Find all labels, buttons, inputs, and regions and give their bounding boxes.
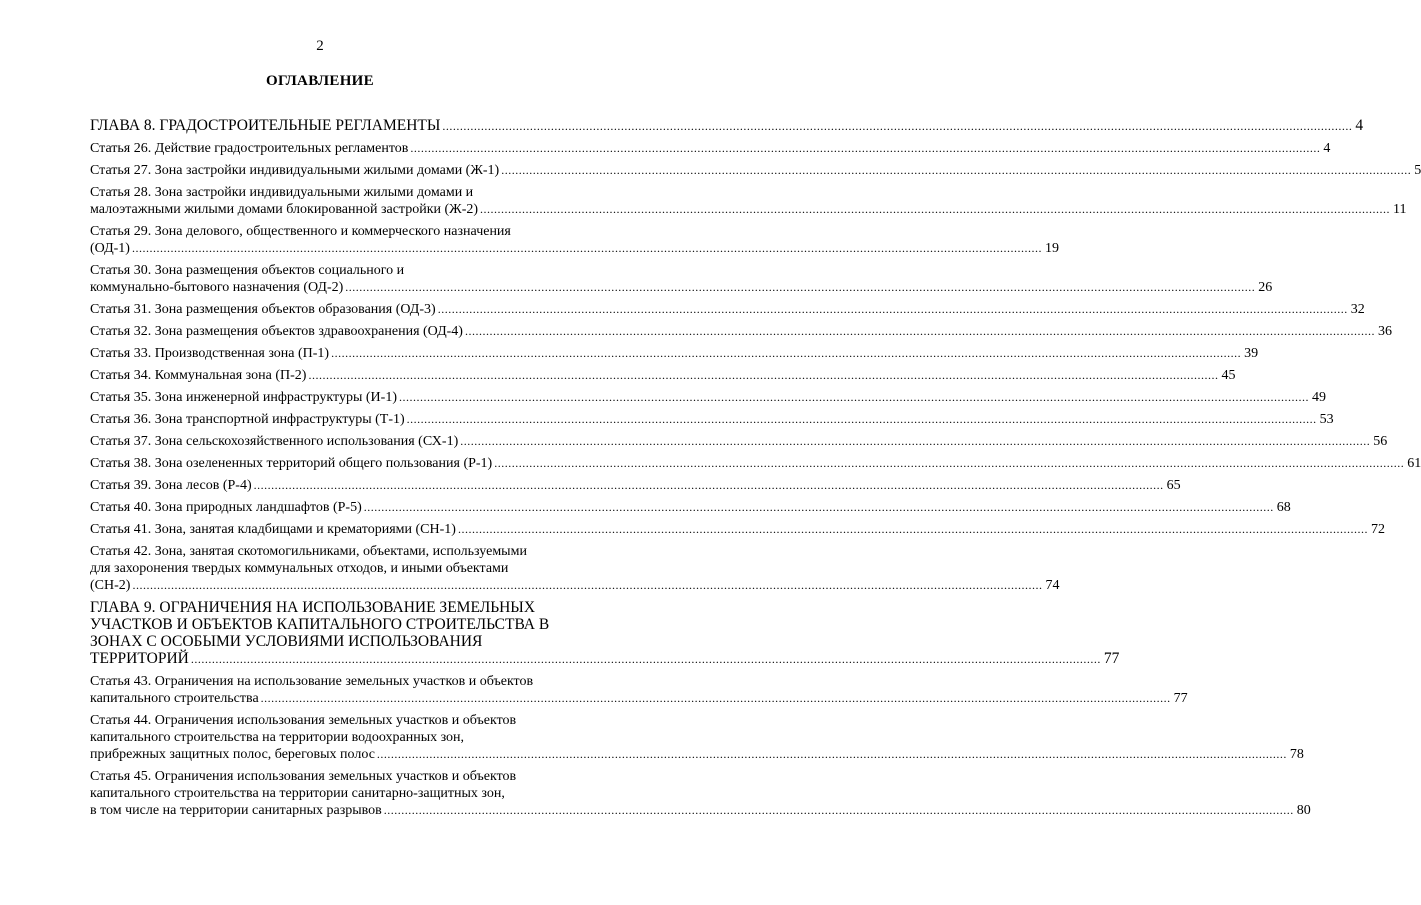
dot-leader: ....................................................................................................................................................................................................................................................................: [480, 202, 1391, 216]
toc-entry-text: Статья 40. Зона природных ландшафтов (Р-5): [90, 500, 362, 515]
dot-leader: ....................................................................................................................................................................................................................................................................: [376, 747, 1287, 761]
toc-entry-last-line: [90, 477, 1181, 494]
dot-leader: ....................................................................................................................................................................................................................................................................: [460, 434, 1371, 448]
toc-entry-last-line: [90, 690, 1188, 707]
toc-entry-line: Статья 42. Зона, занятая скотомогильниками, объектами, используемыми: [90, 544, 527, 559]
dot-leader: ....................................................................................................................................................................................................................................................................: [131, 241, 1042, 255]
toc-entry-line: Статья 45. Ограничения использования земельных участков и объектов: [90, 769, 517, 784]
dot-leader: ....................................................................................................................................................................................................................................................................: [464, 324, 1375, 338]
dot-leader: ....................................................................................................................................................................................................................................................................: [457, 522, 1368, 536]
toc-entry-line: ЗОНАХ С ОСОБЫМИ УСЛОВИЯМИ ИСПОЛЬЗОВАНИЯ: [90, 633, 483, 650]
toc-chapter-entry[interactable]: [90, 599, 1120, 668]
toc-entry-text: Статья 37. Зона сельскохозяйственного использования (СХ-1): [90, 434, 459, 449]
toc-entry-last-line: [90, 455, 1421, 472]
dot-leader: ....................................................................................................................................................................................................................................................................: [253, 478, 1164, 492]
toc-entry-text: Статья 26. Действие градостроительных регламентов: [90, 141, 409, 156]
page-title: ОГЛАВЛЕНИЕ: [266, 73, 374, 89]
toc-entry-text: Статья 31. Зона размещения объектов образования (ОД-3): [90, 302, 436, 317]
toc-page-number: 4: [1323, 141, 1331, 156]
toc-entry-text: капитального строительства: [90, 691, 259, 706]
toc-entry-text: (СН-2): [90, 578, 131, 593]
toc-article-entry[interactable]: [90, 323, 1392, 340]
toc-page-number: 53: [1319, 412, 1334, 427]
toc-entry-text: коммунально-бытового назначения (ОД-2): [90, 280, 344, 295]
toc-page-number: 11: [1393, 202, 1407, 217]
toc-article-entry[interactable]: [90, 162, 1421, 179]
toc-article-entry[interactable]: [90, 433, 1388, 450]
toc-entry-line: Статья 29. Зона делового, общественного и коммерческого назначения: [90, 224, 511, 239]
toc-entry-last-line: [90, 162, 1421, 179]
toc-entry-last-line: [90, 240, 1059, 257]
toc-entry-text: Статья 36. Зона транспортной инфраструктуры (Т-1): [90, 412, 405, 427]
dot-leader: ....................................................................................................................................................................................................................................................................: [132, 578, 1043, 592]
toc-entry-line: ГЛАВА 9. ОГРАНИЧЕНИЯ НА ИСПОЛЬЗОВАНИЕ ЗЕМЕЛЬНЫХ: [90, 599, 536, 616]
toc-entry-line: капитального строительства на территории санитарно-защитных зон,: [90, 786, 505, 801]
toc-article-entry[interactable]: [90, 223, 1059, 257]
toc-page-number: 36: [1377, 324, 1392, 339]
toc-entry-last-line: [90, 279, 1273, 296]
toc-page-number: 32: [1350, 302, 1365, 317]
toc-entry-last-line: [90, 650, 1120, 668]
toc-page-number: 61: [1407, 456, 1421, 471]
toc-page-number: 65: [1166, 478, 1181, 493]
toc-article-entry[interactable]: [90, 345, 1259, 362]
toc-entry-last-line: [90, 345, 1259, 362]
toc-page-number: 77: [1103, 650, 1120, 667]
toc-entry-line: Статья 43. Ограничения на использование земельных участков и объектов: [90, 674, 534, 689]
dot-leader: ....................................................................................................................................................................................................................................................................: [410, 141, 1321, 155]
toc-entry-text: Статья 32. Зона размещения объектов здравоохранения (ОД-4): [90, 324, 463, 339]
toc-page-number: 45: [1221, 368, 1236, 383]
dot-leader: ....................................................................................................................................................................................................................................................................: [398, 390, 1309, 404]
dot-leader: ....................................................................................................................................................................................................................................................................: [406, 412, 1317, 426]
toc-entry-line: Статья 30. Зона размещения объектов социального и: [90, 263, 405, 278]
toc-page-number: 80: [1296, 803, 1311, 818]
toc-entry-last-line: [90, 367, 1236, 384]
toc-entry-text: Статья 38. Зона озелененных территорий общего пользования (Р-1): [90, 456, 493, 471]
dot-leader: ....................................................................................................................................................................................................................................................................: [260, 691, 1171, 705]
toc-entry-last-line: [90, 323, 1392, 340]
toc-article-entry[interactable]: [90, 367, 1236, 384]
toc-page-number: 77: [1173, 691, 1188, 706]
toc-page-number: 19: [1044, 241, 1059, 256]
toc-entry-last-line: [90, 499, 1291, 516]
toc-page-number: 39: [1244, 346, 1259, 361]
toc-entry-text: Статья 35. Зона инженерной инфраструктуры (И-1): [90, 390, 397, 405]
toc-entry-text: Статья 39. Зона лесов (Р-4): [90, 478, 252, 493]
toc-entry-line: Статья 44. Ограничения использования земельных участков и объектов: [90, 713, 517, 728]
dot-leader: ....................................................................................................................................................................................................................................................................: [190, 652, 1101, 666]
toc-entry-last-line: [90, 117, 1364, 135]
dot-leader: ....................................................................................................................................................................................................................................................................: [442, 119, 1353, 133]
toc-article-entry[interactable]: [90, 521, 1385, 538]
toc-chapter-entry[interactable]: [90, 117, 1364, 135]
dot-leader: ....................................................................................................................................................................................................................................................................: [363, 500, 1274, 514]
toc-entry-text: прибрежных защитных полос, береговых полос: [90, 747, 375, 762]
toc-page-number: 26: [1258, 280, 1273, 295]
toc-entry-line: Статья 28. Зона застройки индивидуальными жилыми домами и: [90, 185, 474, 200]
dot-leader: ....................................................................................................................................................................................................................................................................: [345, 280, 1256, 294]
toc-entry-text: ГЛАВА 8. ГРАДОСТРОИТЕЛЬНЫЕ РЕГЛАМЕНТЫ: [90, 117, 441, 134]
toc-entry-text: Статья 41. Зона, занятая кладбищами и крематориями (СН-1): [90, 522, 456, 537]
toc-entry-last-line: [90, 140, 1331, 157]
toc-entry-last-line: [90, 201, 1407, 218]
toc-entry-last-line: [90, 521, 1385, 538]
toc-entry-text: малоэтажными жилыми домами блокированной застройки (Ж-2): [90, 202, 479, 217]
toc-article-entry[interactable]: [90, 262, 1273, 296]
toc-article-entry[interactable]: [90, 477, 1181, 494]
page-number: 2: [316, 38, 324, 54]
dot-leader: ....................................................................................................................................................................................................................................................................: [437, 302, 1348, 316]
toc-page-number: 68: [1276, 500, 1291, 515]
toc-entry-line: капитального строительства на территории водоохранных зон,: [90, 730, 465, 745]
toc-entry-text: Статья 27. Зона застройки индивидуальными жилыми домами (Ж-1): [90, 163, 500, 178]
toc-entry-text: (ОД-1): [90, 241, 130, 256]
table-of-contents: [90, 117, 1421, 824]
toc-page-number: 56: [1373, 434, 1388, 449]
toc-article-entry[interactable]: [90, 301, 1365, 318]
toc-article-entry[interactable]: [90, 712, 1304, 763]
toc-entry-text: Статья 33. Производственная зона (П-1): [90, 346, 330, 361]
toc-entry-line: для захоронения твердых коммунальных отходов, и иными объектами: [90, 561, 509, 576]
toc-page-number: 5: [1414, 163, 1421, 178]
toc-entry-text: в том числе на территории санитарных разрывов: [90, 803, 382, 818]
toc-entry-last-line: [90, 433, 1388, 450]
toc-article-entry[interactable]: [90, 543, 1060, 594]
toc-entry-text: Статья 34. Коммунальная зона (П-2): [90, 368, 307, 383]
toc-entry-last-line: [90, 802, 1311, 819]
toc-page-number: 72: [1370, 522, 1385, 537]
toc-article-entry[interactable]: [90, 455, 1421, 472]
toc-entry-last-line: [90, 746, 1304, 763]
dot-leader: ....................................................................................................................................................................................................................................................................: [501, 163, 1412, 177]
toc-entry-last-line: [90, 301, 1365, 318]
toc-article-entry[interactable]: [90, 411, 1334, 428]
toc-page-number: 74: [1045, 578, 1060, 593]
dot-leader: ....................................................................................................................................................................................................................................................................: [308, 368, 1219, 382]
dot-leader: ....................................................................................................................................................................................................................................................................: [331, 346, 1242, 360]
dot-leader: ....................................................................................................................................................................................................................................................................: [494, 456, 1405, 470]
toc-article-entry[interactable]: [90, 768, 1311, 819]
toc-page-number: 4: [1355, 117, 1364, 134]
toc-article-entry[interactable]: [90, 499, 1291, 516]
toc-entry-last-line: [90, 411, 1334, 428]
toc-entry-last-line: [90, 389, 1326, 406]
toc-entry-last-line: [90, 577, 1060, 594]
toc-article-entry[interactable]: [90, 673, 1188, 707]
toc-article-entry[interactable]: [90, 389, 1326, 406]
dot-leader: ....................................................................................................................................................................................................................................................................: [383, 803, 1294, 817]
toc-entry-text: ТЕРРИТОРИЙ: [90, 650, 189, 667]
toc-article-entry[interactable]: [90, 184, 1407, 218]
toc-article-entry[interactable]: [90, 140, 1331, 157]
toc-page-number: 49: [1311, 390, 1326, 405]
toc-entry-line: УЧАСТКОВ И ОБЪЕКТОВ КАПИТАЛЬНОГО СТРОИТЕЛЬСТВА В: [90, 616, 550, 633]
toc-page-number: 78: [1289, 747, 1304, 762]
